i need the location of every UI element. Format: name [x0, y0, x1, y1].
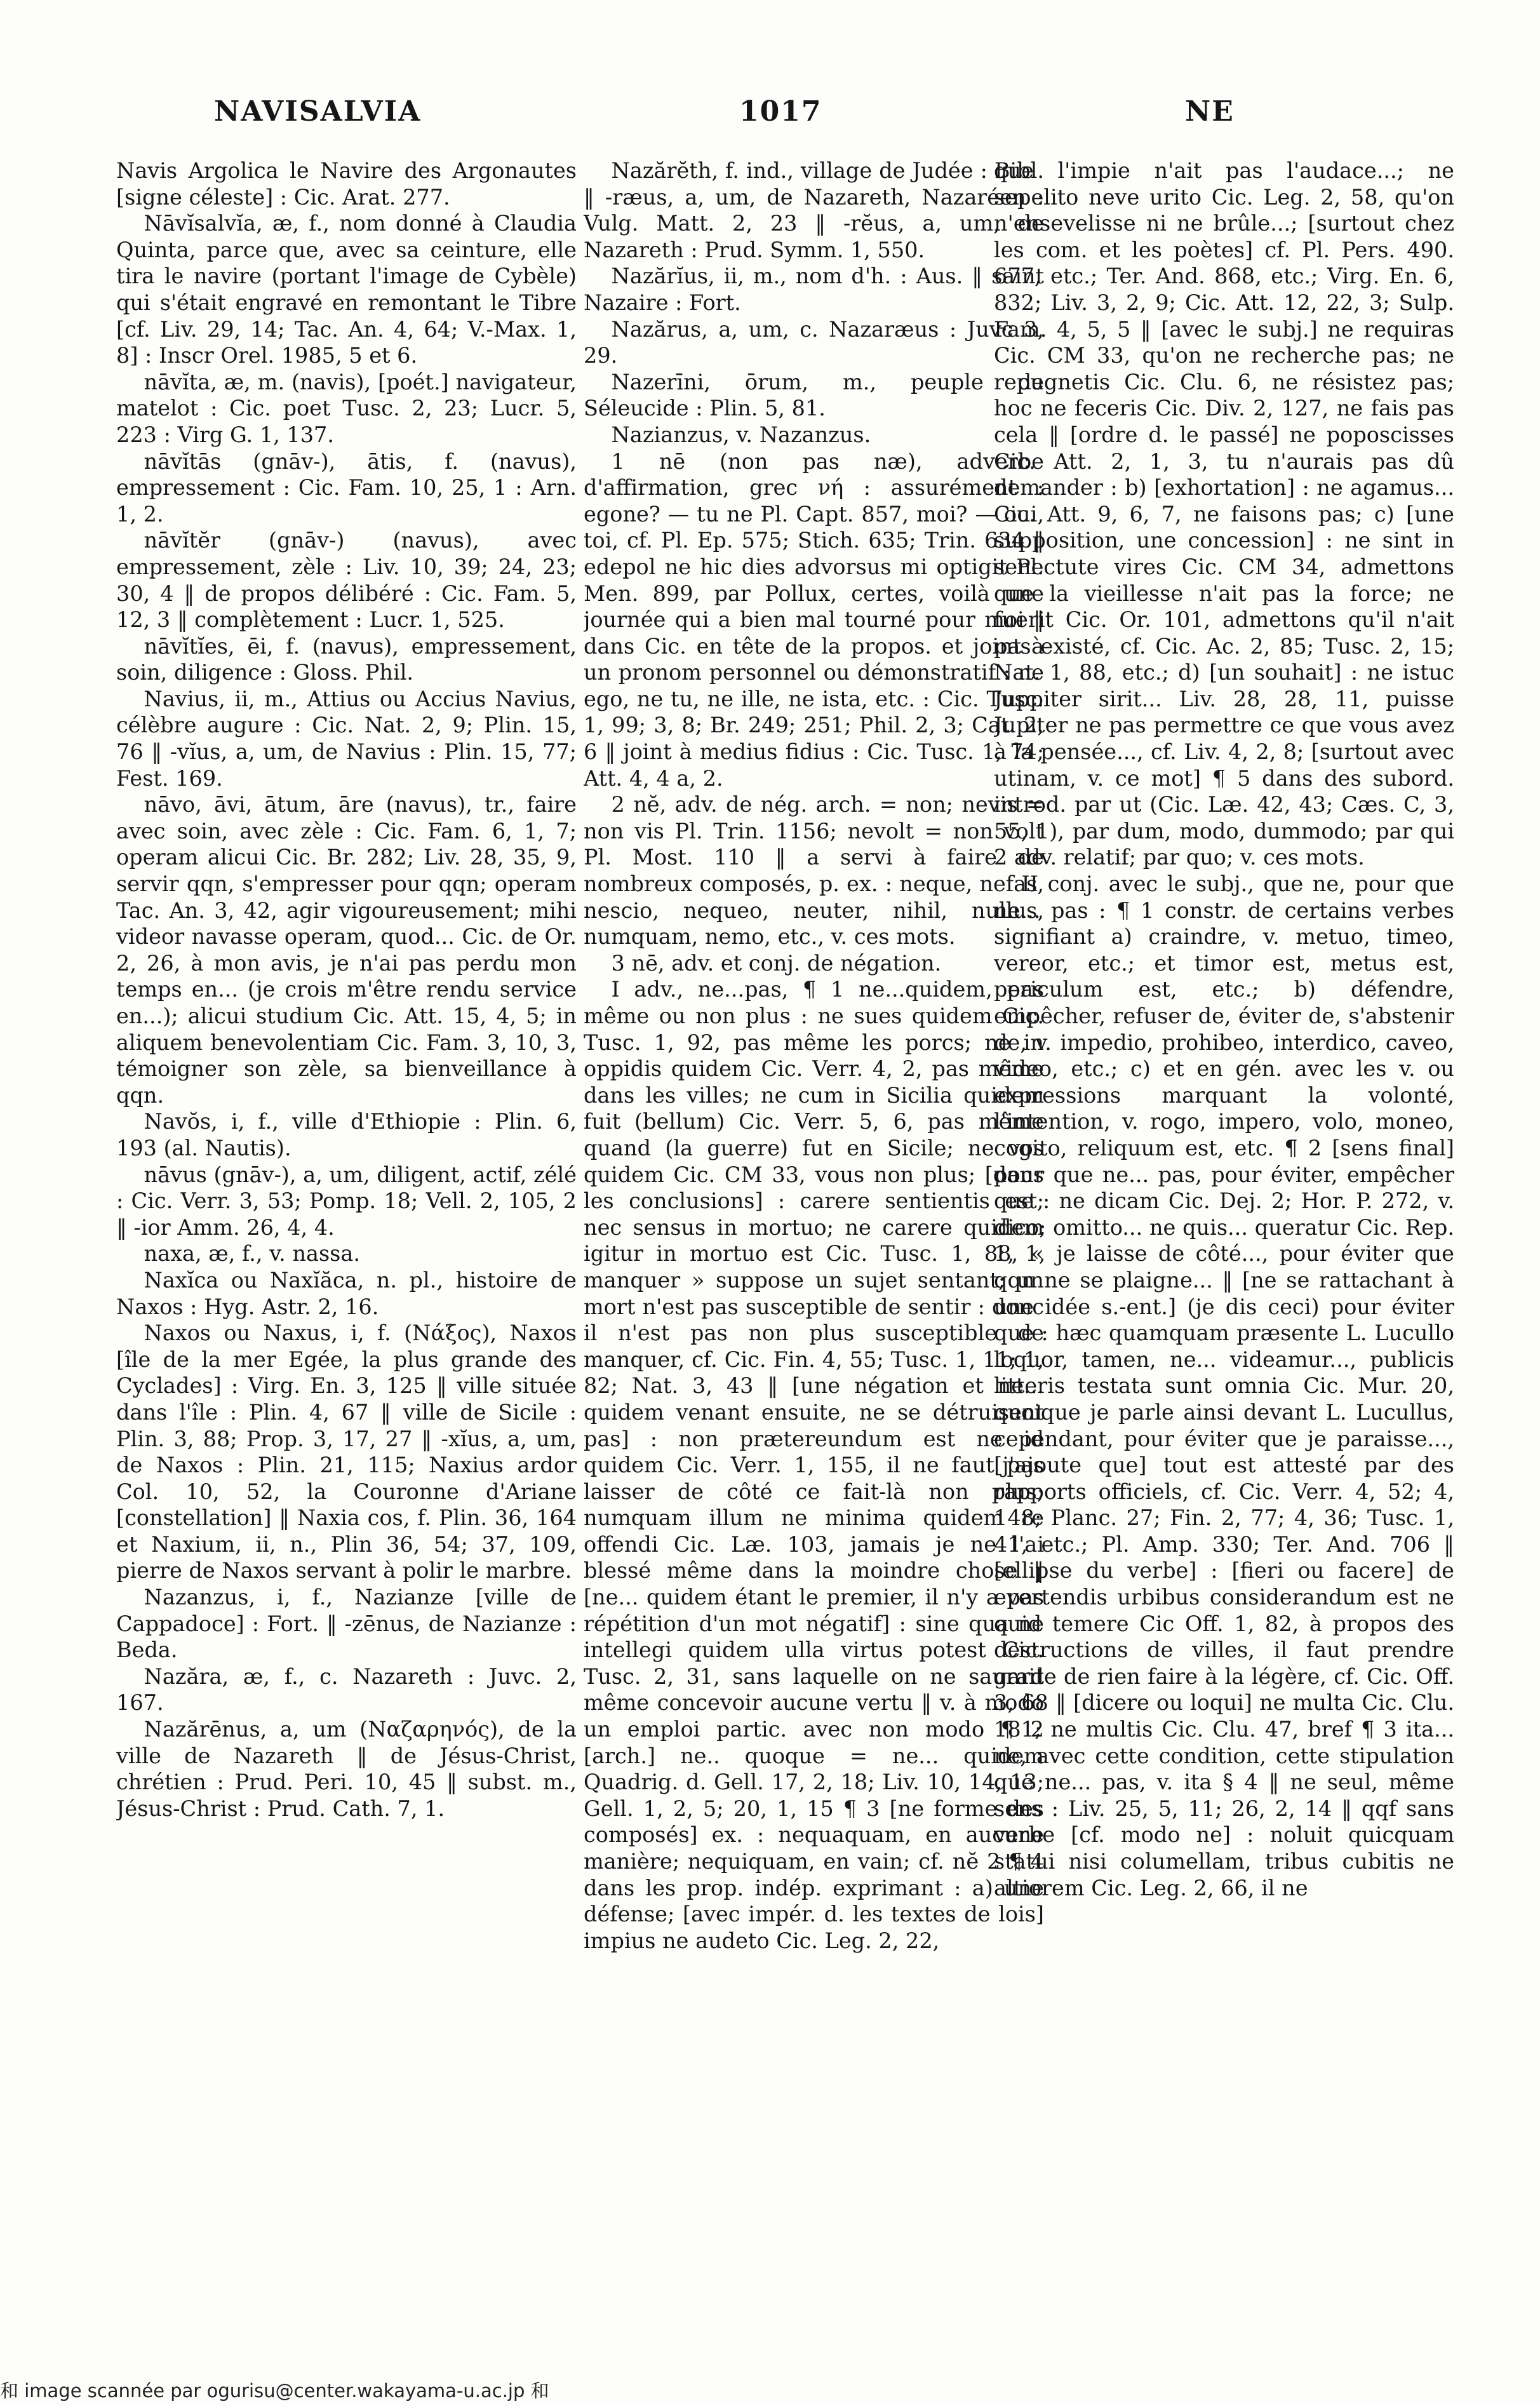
entry-paragraph: nāvĭtĕr (gnāv-) (navus), avec empressement, zèle : Liv. 10, 39; 24, 23; 30, 4 ‖ de propos délibéré : Cic. Fam. 5, 12, 3 ‖ complètement : Lucr. 1, 525.	[116, 528, 577, 633]
running-head-right: NE	[1185, 95, 1235, 128]
entry-paragraph: 1 nē (non pas næ), adverbe d'affirmation, grec νή : assurément : egone? — tu ne Pl. Capt. 857, moi? — oui, toi, cf. Pl. Ep. 575; Stich. 635; Trin. 634 ‖ edepol ne hic dies advorsus mi optigit Pl. Men. 899, par Pollux, certes, voilà une journée qui a bien mal tourné pour moi ‖ dans Cic. en tête de la propos. et joint à un pronom personnel ou démonstratif : ne ego, ne tu, ne ille, ne ista, etc. : Cic. Tusc. 1, 99; 3, 8; Br. 249; 251; Phil. 2, 3; Cat. 2, 6 ‖ joint à medius fidius : Cic. Tusc. 1, 74; Att. 4, 4 a, 2.	[584, 448, 1044, 791]
entry-paragraph: II conj. avec le subj., que ne, pour que ne... pas : ¶ 1 constr. de certains verbes signifiant a) craindre, v. metuo, timeo, vereor, etc.; et timor est, metus est, periculum est, etc.; b) défendre, empêcher, refuser de, éviter de, s'abstenir de, v. impedio, prohibeo, interdico, caveo, video, etc.; c) et en gén. avec les v. ou expressions marquant la volonté, l'intention, v. rogo, impero, volo, moneo, cogito, reliquum est, etc. ¶ 2 [sens final] pour que ne... pas, pour éviter, empêcher que : ne dicam Cic. Dej. 2; Hor. P. 272, v. dico; omitto... ne quis... queratur Cic. Rep. 1, 1, je laisse de côté..., pour éviter que qqn ne se plaigne... ‖ [ne se rattachant à une idée s.-ent.] (je dis ceci) pour éviter que : hæc quamquam præsente L. Lucullo loquor, tamen, ne... videamur..., publicis litteris testata sunt omnia Cic. Mur. 20, quoique je parle ainsi devant L. Lucullus, cependant, pour éviter que je paraisse..., [j'ajoute que] tout est attesté par des rapports officiels, cf. Cic. Verr. 4, 52; 4, 148; Planc. 27; Fin. 2, 77; 4, 36; Tusc. 1, 41, etc.; Pl. Amp. 330; Ter. And. 706 ‖ [ellipse du verbe] : [fieri ou facere] de evertendis urbibus considerandum est ne quid temere Cic Off. 1, 82, à propos des destructions de villes, il faut prendre garde de rien faire à la légère, cf. Cic. Off. 3, 68 ‖ [dicere ou loqui] ne multa Cic. Clu. 181; ne multis Cic. Clu. 47, bref ¶ 3 ita... ne, avec cette condition, cette stipulation que ne... pas, v. ita § 4 ‖ ne seul, même sens : Liv. 25, 5, 11; 26, 2, 14 ‖ qqf sans verbe [cf. modo ne] : noluit quicquam statui nisi columellam, tribus cubitis ne altiorem Cic. Leg. 2, 66, il ne	[994, 871, 1454, 1900]
entry-paragraph: Navis Argolica le Navire des Argonautes [signe céleste] : Cic. Arat. 277.	[116, 158, 577, 210]
entry-paragraph: I adv., ne...pas, ¶ 1 ne...quidem, pas même ou non plus : ne sues quidem Cic. Tusc. 1, 92, pas même les porcs; ne in oppidis quidem Cic. Verr. 4, 2, pas même dans les villes; ne cum in Sicilia quidem fuit (bellum) Cic. Verr. 5, 6, pas même quand (la guerre) fut en Sicile; ne vos quidem Cic. CM 33, vous non plus; [dans les conclusions] : carere sentientis est; nec sensus in mortuo; ne carere quidem igitur in mortuo est Cic. Tusc. 1, 88, « manquer » suppose un sujet sentant; un mort n'est pas susceptible de sentir : donc il n'est pas non plus susceptible de manquer, cf. Cic. Fin. 4, 55; Tusc. 1, 11; 1, 82; Nat. 3, 43 ‖ [une négation et ne... quidem venant ensuite, ne se détruisent pas] : non prætereundum est ne id quidem Cic. Verr. 1, 155, il ne faut pas laisser de côté ce fait-là non plus; numquam illum ne minima quidem re offendi Cic. Læ. 103, jamais je ne l'ai blessé même dans la moindre chose ‖ [ne... quidem étant le premier, il n'y a pas répétition d'un mot négatif] : sine qua ne intellegi quidem ulla virtus potest Cic. Tusc. 2, 31, sans laquelle on ne saurait même concevoir aucune vertu ‖ v. à modo un emploi partic. avec non modo ¶ 2 [arch.] ne.. quoque = ne... quidem Quadrig. d. Gell. 17, 2, 18; Liv. 10, 14, 13; Gell. 1, 2, 5; 20, 1, 15 ¶ 3 [ne forme des composés] ex. : nequaquam, en aucune manière; nequiquam, en vain; cf. nĕ 2 ¶ 4 dans les prop. indép. exprimant : a) une défense; [avec impér. d. les textes de lois] impius ne audeto Cic. Leg. 2, 22,	[584, 977, 1044, 1953]
entry-paragraph: Navius, ii, m., Attius ou Accius Navius, célèbre augure : Cic. Nat. 2, 9; Plin. 15, 76 ‖ -vĭus, a, um, de Navius : Plin. 15, 77; Fest. 169.	[116, 686, 577, 791]
entry-paragraph: nāvus (gnāv-), a, um, diligent, actif, zélé : Cic. Verr. 3, 53; Pomp. 18; Vell. 2, 105, 2 ‖ -ior Amm. 26, 4, 4.	[116, 1162, 577, 1240]
entry-paragraph: Naxĭca ou Naxĭăca, n. pl., histoire de Naxos : Hyg. Astr. 2, 16.	[116, 1267, 577, 1319]
running-head-left: NAVISALVIA	[214, 95, 422, 128]
entry-paragraph: Nazărēnus, a, um (Ναζαρηνός), de la ville de Nazareth ‖ de Jésus-Christ, chrétien : Prud. Peri. 10, 45 ‖ subst. m., Jésus-Christ : Prud. Cath. 7, 1.	[116, 1717, 577, 1821]
entry-paragraph: Nāvĭsalvĭa, æ, f., nom donné à Claudia Quinta, parce que, avec sa ceinture, elle tira le navire (portant l'image de Cybèle) qui s'était engravé en remontant le Tibre [cf. Liv. 29, 14; Tac. An. 4, 64; V.-Max. 1, 8] : Inscr Orel. 1985, 5 et 6.	[116, 211, 577, 368]
column-3	[994, 158, 1454, 2309]
entry-paragraph: 3 nē, adv. et conj. de négation.	[611, 950, 942, 976]
entry-paragraph: Nazianzus, v. Nazanzus.	[611, 422, 871, 447]
page-number: 1017	[739, 95, 822, 128]
entry-paragraph: Nazerīni, ōrum, m., peuple de Séleucide : Plin. 5, 81.	[584, 369, 1044, 421]
column-2	[584, 158, 1044, 2309]
entry-paragraph: 2 nĕ, adv. de nég. arch. = non; nevis = non vis Pl. Trin. 1156; nevolt = non volt Pl. Most. 110 ‖ a servi à faire de nombreux composés, p. ex. : neque, nefas, nescio, nequeo, neuter, nihil, nullus, numquam, nemo, etc., v. ces mots.	[584, 792, 1044, 950]
entry-paragraph: nāvĭta, æ, m. (navis), [poét.] navigateur, matelot : Cic. poet Tusc. 2, 23; Lucr. 5, 223 : Virg G. 1, 137.	[116, 369, 577, 447]
entry-paragraph: Naxos ou Naxus, i, f. (Νάξος), Naxos [île de la mer Egée, la plus grande des Cyclades] : Virg. En. 3, 125 ‖ ville située dans l'île : Plin. 4, 67 ‖ ville de Sicile : Plin. 3, 88; Prop. 3, 17, 27 ‖ -xĭus, a, um, de Naxos : Plin. 21, 115; Naxius ardor Col. 10, 52, la Couronne d'Ariane [constellation] ‖ Naxia cos, f. Plin. 36, 164 et Naxium, ii, n., Plin 36, 54; 37, 109, pierre de Naxos servant à polir le marbre.	[116, 1321, 577, 1583]
entry-paragraph: naxa, æ, f., v. nassa.	[144, 1241, 360, 1267]
column-1	[116, 158, 577, 2309]
entry-paragraph: Nazăra, æ, f., c. Nazareth : Juvc. 2, 167.	[116, 1663, 577, 1716]
entry-paragraph: Nazanzus, i, f., Nazianze [ville de Cappadoce] : Fort. ‖ -zēnus, de Nazianze : Beda.	[116, 1585, 577, 1663]
entry-paragraph: Nazărĕth, f. ind., village de Judée : Bibl. ‖ -ræus, a, um, de Nazareth, Nazaréen : Vulg. Matt. 2, 23 ‖ -rĕus, a, um, de Nazareth : Prud. Symm. 1, 550.	[584, 158, 1044, 262]
entry-paragraph: nāvĭtās (gnāv-), ātis, f. (navus), empressement : Cic. Fam. 10, 25, 1 : Arn. 1, 2.	[116, 448, 577, 527]
entry-paragraph: Nazărĭus, ii, m., nom d'h. : Aus. ‖ saint Nazaire : Fort.	[584, 264, 1044, 315]
entry-paragraph: nāvo, āvi, ātum, āre (navus), tr., faire avec soin, avec zèle : Cic. Fam. 6, 1, 7; operam alicui Cic. Br. 282; Liv. 28, 35, 9, servir qqn, s'empresser pour qqn; operam Tac. An. 3, 42, agir vigoureusement; mihi videor navasse operam, quod... Cic. de Or. 2, 26, à mon avis, je n'ai pas perdu mon temps en... (je crois m'être rendu service en...); alicui studium Cic. Att. 15, 4, 5; in aliquem benevolentiam Cic. Fam. 3, 10, 3, témoigner son zèle, sa bienveillance à qqn.	[116, 792, 577, 1108]
scan-credit-footer: 和 image scannée par ogurisu@center.wakayama-u.ac.jp 和	[0, 2380, 549, 2402]
entry-paragraph: nāvĭtĭes, ēi, f. (navus), empressement, soin, diligence : Gloss. Phil.	[116, 633, 577, 685]
entry-paragraph: Navŏs, i, f., ville d'Ethiopie : Plin. 6, 193 (al. Nautis).	[116, 1109, 577, 1160]
entry-paragraph: que l'impie n'ait pas l'audace...; ne sepelito neve urito Cic. Leg. 2, 58, qu'on n'ensevelisse ni ne brûle...; [surtout chez les com. et les poètes] cf. Pl. Pers. 490. 677, etc.; Ter. And. 868, etc.; Virg. En. 6, 832; Liv. 3, 2, 9; Cic. Att. 12, 22, 3; Sulp. Fam. 4, 5, 5 ‖ [avec le subj.] ne requiras Cic. CM 33, qu'on ne recherche pas; ne repugnetis Cic. Clu. 6, ne résistez pas; hoc ne feceris Cic. Div. 2, 127, ne fais pas cela ‖ [ordre d. le passé] ne poposcisses Cic. Att. 2, 1, 3, tu n'aurais pas dû demander : b) [exhortation] : ne agamus... Cic. Att. 9, 6, 7, ne faisons pas; c) [une supposition, une concession] : ne sint in senectute vires Cic. CM 34, admettons que la vieillesse n'ait pas la force; ne fuerit Cic. Or. 101, admettons qu'il n'ait pas existé, cf. Cic. Ac. 2, 85; Tusc. 2, 15; Nat. 1, 88, etc.; d) [un souhait] : ne istuc Juppiter sirit... Liv. 28, 28, 11, puisse Jupiter ne pas permettre ce que vous avez à la pensée..., cf. Liv. 4, 2, 8; [surtout avec utinam, v. ce mot] ¶ 5 dans des subord. introd. par ut (Cic. Læ. 42, 43; Cæs. C, 3, 55, 1), par dum, modo, dummodo; par qui 2 adv. relatif; par quo; v. ces mots.	[994, 158, 1454, 870]
entry-paragraph: Nazărus, a, um, c. Nazaræus : Juvc 3, 29.	[584, 316, 1044, 368]
